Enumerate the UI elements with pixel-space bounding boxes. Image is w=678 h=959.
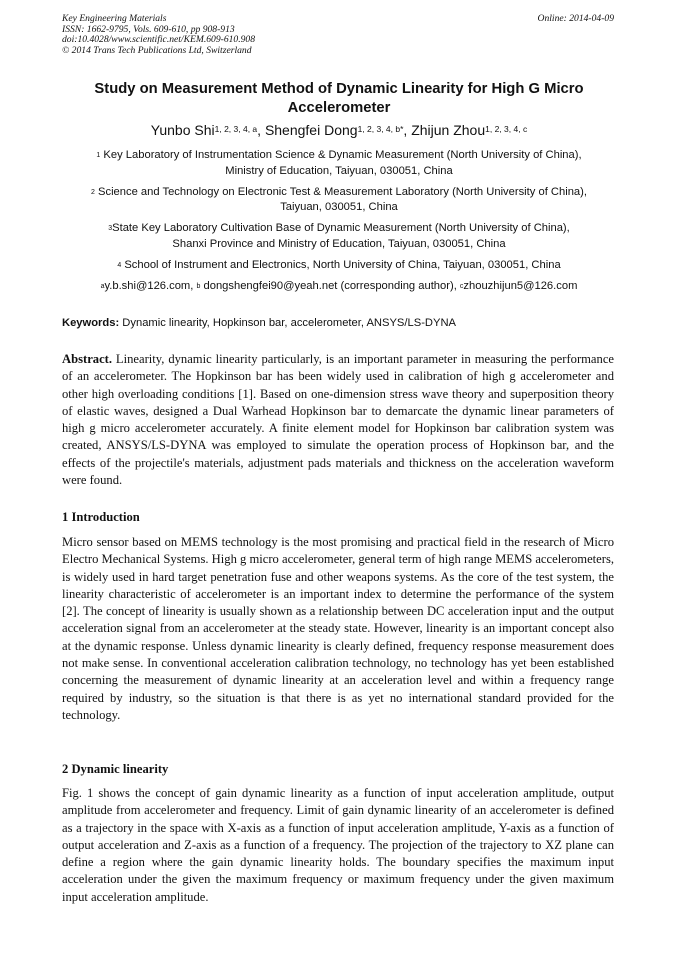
paper-title: Study on Measurement Method of Dynamic Linearity for High G Micro Accelerometer [94, 81, 584, 116]
section-text: Micro sensor based on MEMS technology is the most promising and practical field in the research of Micro Electro Mechanical Systems. High g micro accelerometer, general term of high range MEMS accelerometers, is widely used in hard target penetration fuse and other weapons systems. As the core of the test system, the linearity characteristic of accelerometer is an important index to determine the performance of the system [2]. The concept of linearity is usually shown as a relationship between DC acceleration input and the output acceleration signal from an accelerometer at the steady state. However, linearity is an important concept also at the dynamic response. Unless dynamic linearity is clearly defined, frequency response measurement does not make sense. In conventional acceleration calibration technology, no technology has yet been established concerning the measurement of dynamic linearity at an acceleration level and within a frequency range required by industry, so the situation is that there is as yet no international standard provided for the technology. [62, 535, 615, 722]
keywords-text: Dynamic linearity, Hopkinson bar, accelerometer, ANSYS/LS-DYNA [119, 317, 456, 329]
author-name: Yunbo Shi [150, 122, 215, 138]
keywords-label: Keywords: [62, 317, 120, 329]
author-name: Shengfei Dong [264, 122, 358, 138]
doi-line: doi:10.4028/www.scientific.net/KEM.609-610.908 [62, 34, 256, 46]
issn-line: ISSN: 1662-9795, Vols. 609-610, pp 908-913 [62, 23, 235, 35]
author-affiliation-marks: 1, 2, 3, 4, a [214, 124, 258, 134]
author-affiliation-marks: 1, 2, 3, 4, c [485, 124, 528, 134]
email-link[interactable]: zhouzhijun5@126.com [463, 279, 578, 292]
abstract-text: Linearity, dynamic linearity particularly, is an important parameter in measuring the performance of an accelerometer. The Hopkinson bar has been widely used in calibration of high g accelerometer and other high overloading conditions [1]. Based on one-dimension stress wave theory and superposition theory of elastic waves, designed a Dual Warhead Hopkinson bar to demarcate the dynamic linear parameters of high g micro accelerometer accurately. A finite element model for Hopkinson bar calibration system was created, ANSYS/LS-DYNA was employed to simulate the operation process of Hopkinson bar, and the effects of the projectile's materials, adjustment pads materials and thickness on the acceleration waveform were found. [62, 352, 614, 488]
journal-name: Key Engineering Materials [62, 13, 167, 24]
affiliation: $^2$ Science and Technology on Electronic Test & Measurement Laboratory (North University of China), Taiyuan, 030051, China [91, 185, 587, 213]
author-affiliation-marks: 1, 2, 3, 4, b* [357, 124, 404, 134]
affiliation: $^4$ School of Instrument and Electronics, North University of China, Taiyuan, 030051, China [117, 258, 561, 271]
author-name: Zhijun Zhou [411, 122, 486, 138]
email-link[interactable]: y.b.shi@126.com, [104, 279, 197, 292]
journal-header [62, 14, 614, 56]
copyright-line: © 2014 Trans Tech Publications Ltd, Switzerland [62, 44, 252, 56]
keywords [62, 316, 614, 331]
affiliation-list [60, 148, 618, 294]
email-line: $^a$y.b.shi@126.com, $^b$ dongshengfei90@yeah.net (corresponding author), $^c$zhouzhijun5@126.com [100, 279, 578, 292]
abstract [62, 351, 614, 489]
affiliation: $^1$ Key Laboratory of Instrumentation Science & Dynamic Measurement (North University of China), Ministry of Education, Taiyuan, 030051, China [96, 149, 582, 177]
affiliation: $^3$State Key Laboratory Cultivation Base of Dynamic Measurement (North University of China), Shanxi Province and Ministry of Education, Taiyuan, 030051, China [108, 222, 570, 250]
section-text: Fig. 1 shows the concept of gain dynamic linearity as a function of input acceleration amplitude, output amplitude from accelerometer and frequency. Limit of gain dynamic linearity of an accelerometer is defined as a trajectory in the space with X-axis as a function of input acceleration amplitude, Y-axis as a function of output acceleration and Z-axis as a function of a frequency. The projection of the trajectory to XZ plane can define a region where the gain dynamic linearity holds. The boundary specifies the maximum input acceleration under the given the maximum frequency or maximum frequency under the given maximum input acceleration amplitude. [62, 786, 614, 904]
abstract-label: Abstract. [62, 352, 113, 366]
email-link[interactable]: dongshengfei90@yeah.net (corresponding author), [200, 279, 460, 292]
section-heading: 2 Dynamic linearity [62, 762, 169, 776]
online-date: Online: 2014-04-09 [537, 13, 614, 24]
author-list: Yunbo Shi$^{1, 2, 3, 4, a}$, Shengfei Dong$^{1, 2, 3, 4, b*}$, Zhijun Zhou$^{1, 2, 3, 4, c}$ [150, 122, 528, 138]
section-heading: 1 Introduction [62, 510, 140, 524]
